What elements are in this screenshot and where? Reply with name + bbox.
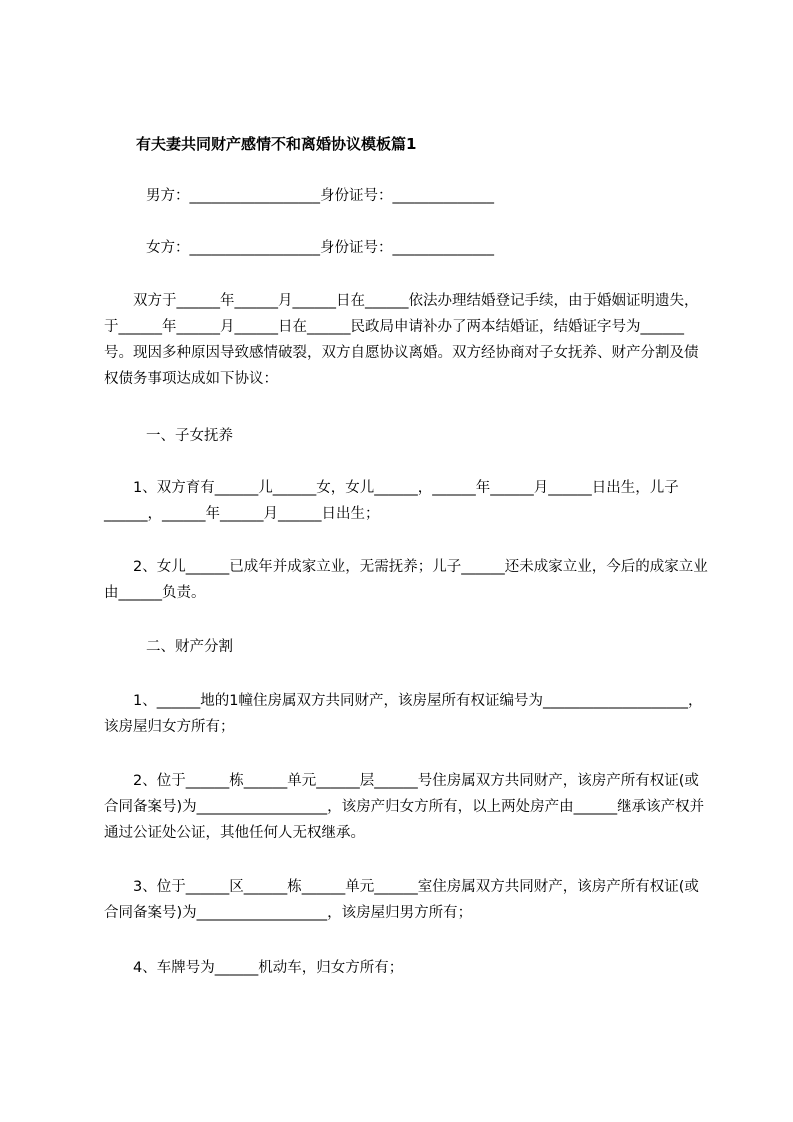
female-party-line: 女方：__________________身份证号：______________ bbox=[146, 240, 494, 256]
section2-heading: 二、财产分割 bbox=[146, 639, 233, 655]
section2-item4: 4、车牌号为______机动车，归女方所有； bbox=[104, 960, 404, 976]
section2-item3: 3、位于______区______栋______单元______室住房属双方共同财产，该房产所有权证(或合同备案号)为__________________，该房屋归男方所有； bbox=[104, 879, 699, 921]
section2-item1: 1、______地的1幢住房属双方共同财产，该房屋所有权证编号为____________________，该房屋归女方所有； bbox=[104, 693, 703, 735]
male-party-line: 男方：__________________身份证号：______________ bbox=[146, 188, 494, 204]
intro-paragraph: 双方于______年______月______日在______依法办理结婚登记手续，由于婚姻证明遗失，于______年______月______日在______民政局申请补办了两本结婚证，结婚证字号为______号。现因多种原因导致感情破裂，双方自愿协议离婚。双方经协商对子女抚养、财产分割及债权债务事项达成如下协议： bbox=[104, 293, 699, 387]
section1-item2: 2、女儿______已成年并成家立业，无需抚养；儿子______还未成家立业，今后的成家立业由______负责。 bbox=[104, 559, 708, 601]
section2-item2: 2、位于______栋______单元______层______号住房属双方共同财产，该房产所有权证(或合同备案号)为__________________，该房产归女方所有，以上两处房产由______继承该产权并通过公证处公证，其他任何人无权继承。 bbox=[104, 773, 705, 841]
section1-item1: 1、双方育有______儿______女，女儿______，______年______月______日出生，儿子______，______年______月______日出生； bbox=[104, 480, 679, 522]
section1-heading: 一、子女抚养 bbox=[146, 428, 233, 444]
document-title: 有夫妻共同财产感情不和离婚协议模板篇1 bbox=[136, 135, 417, 153]
